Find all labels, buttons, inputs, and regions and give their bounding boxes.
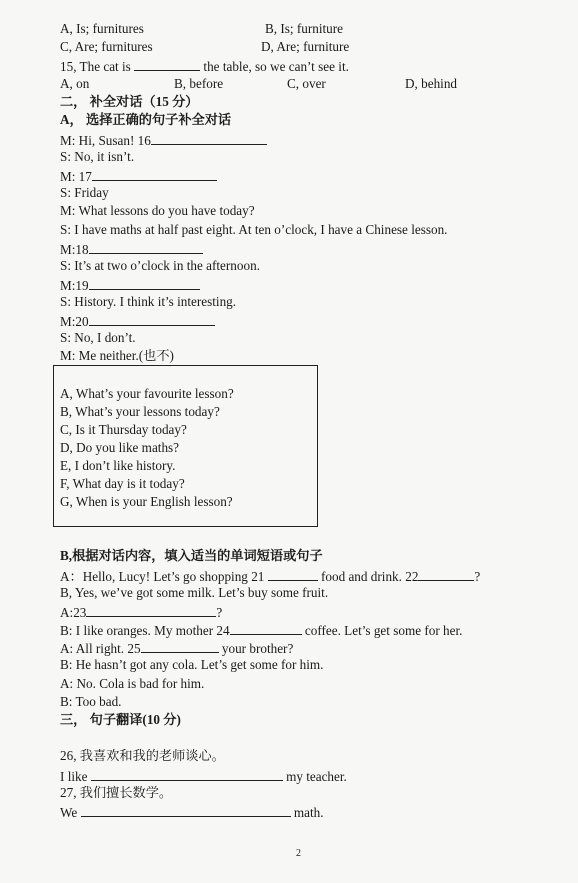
blank-24[interactable] bbox=[230, 621, 302, 635]
dialogue-line-17 bbox=[60, 167, 217, 185]
q27-chinese: 27, 我们擅长数学。 bbox=[60, 785, 173, 800]
partB-line-25-text: A: All right. 25 bbox=[60, 641, 141, 656]
blank-26[interactable] bbox=[91, 767, 283, 781]
partB-line-21-text: A：Hello, Lucy! Let’s go shopping 21 bbox=[60, 569, 265, 584]
option-item: A, What’s your favourite lesson? bbox=[60, 386, 234, 401]
dialogue-line-19-text: M:19 bbox=[60, 278, 89, 293]
dialogue-line-18 bbox=[60, 240, 203, 258]
dialogue-line-16 bbox=[60, 131, 267, 149]
blank-17[interactable] bbox=[92, 167, 217, 181]
partB-line-21-22 bbox=[60, 567, 480, 585]
blank-16[interactable] bbox=[151, 131, 267, 145]
partB-line-25-end: your brother? bbox=[221, 641, 294, 656]
partB-line: A: No. Cola is bad for him. bbox=[60, 676, 205, 691]
q15-option-b: B, before bbox=[174, 76, 224, 91]
section3-title: 三， 句子翻译(10 分) bbox=[60, 712, 181, 727]
dialogue-line-20 bbox=[60, 312, 215, 330]
dialogue-line-18-text: M:18 bbox=[60, 242, 89, 257]
option-item: E, I don’t like history. bbox=[60, 458, 176, 473]
dialogue-line-16-text: M: Hi, Susan! 16 bbox=[60, 133, 151, 148]
dialogue-line: S: It’s at two o’clock in the afternoon. bbox=[60, 258, 260, 273]
dialogue-line-17-text: M: 17 bbox=[60, 169, 92, 184]
blank-20[interactable] bbox=[89, 312, 215, 326]
q14-option-c: C, Are; furnitures bbox=[60, 39, 153, 54]
q15-stem-start: 15, The cat is bbox=[60, 59, 131, 74]
blank-23[interactable] bbox=[86, 603, 216, 617]
dialogue-line: S: History. I think it’s interesting. bbox=[60, 294, 237, 309]
section2-partA-title: A， 选择正确的句子补全对话 bbox=[60, 112, 232, 127]
dialogue-line: S: I have maths at half past eight. At ten o’clock, I have a Chinese lesson. bbox=[60, 222, 448, 237]
q15-blank[interactable] bbox=[134, 57, 200, 71]
dialogue-line: S: No, it isn’t. bbox=[60, 149, 135, 164]
blank-22[interactable] bbox=[418, 567, 474, 581]
q27-line bbox=[60, 803, 324, 821]
q26-start: I like bbox=[60, 769, 88, 784]
option-item: C, Is it Thursday today? bbox=[60, 422, 187, 437]
partB-line-23-text: A:23 bbox=[60, 605, 87, 620]
dialogue-line: M: What lessons do you have today? bbox=[60, 203, 255, 218]
q26-line bbox=[60, 767, 347, 785]
dialogue-line-20-text: M:20 bbox=[60, 314, 89, 329]
section2-partB-title: B,根据对话内容，填入适当的单词短语或句子 bbox=[60, 548, 323, 563]
q27-end: math. bbox=[293, 805, 324, 820]
question-mark: ? bbox=[474, 569, 481, 584]
q15-option-a: A, on bbox=[60, 76, 90, 91]
partB-line-24-end: coffee. Let’s get some for her. bbox=[304, 623, 463, 638]
partB-line-24-text: B: I like oranges. My mother 24 bbox=[60, 623, 230, 638]
partB-line-22-text: food and drink. 22 bbox=[320, 569, 419, 584]
option-item: B, What’s your lessons today? bbox=[60, 404, 220, 419]
dialogue-line: S: No, I don’t. bbox=[60, 330, 136, 345]
q14-option-a: A, Is; furnitures bbox=[60, 21, 144, 36]
blank-21[interactable] bbox=[268, 567, 318, 581]
partB-line: B: Too bad. bbox=[60, 694, 122, 709]
q26-end: my teacher. bbox=[286, 769, 347, 784]
partB-line-24 bbox=[60, 621, 462, 639]
q15-option-d: D, behind bbox=[405, 76, 458, 91]
blank-19[interactable] bbox=[89, 276, 200, 290]
section2-title: 二， 补全对话（15 分） bbox=[60, 94, 199, 109]
partB-line: B, Yes, we’ve got some milk. Let’s buy some fruit. bbox=[60, 585, 329, 600]
q14-option-b: B, Is; furniture bbox=[265, 21, 344, 36]
dialogue-line-19 bbox=[60, 276, 200, 294]
q14-option-d: D, Are; furniture bbox=[261, 39, 350, 54]
q27-start: We bbox=[60, 805, 78, 820]
q15-stem bbox=[60, 57, 349, 75]
option-item: G, When is your English lesson? bbox=[60, 494, 233, 509]
dialogue-line: M: Me neither.(也不) bbox=[60, 348, 174, 363]
dialogue-line: S: Friday bbox=[60, 185, 109, 200]
q15-option-c: C, over bbox=[287, 76, 326, 91]
option-item: D, Do you like maths? bbox=[60, 440, 180, 455]
page-number: 2 bbox=[296, 848, 301, 859]
question-mark: ? bbox=[216, 605, 223, 620]
blank-27[interactable] bbox=[81, 803, 291, 817]
partB-line-25 bbox=[60, 639, 293, 657]
q15-stem-end: the table, so we can’t see it. bbox=[203, 59, 349, 74]
blank-25[interactable] bbox=[141, 639, 219, 653]
blank-18[interactable] bbox=[89, 240, 203, 254]
option-item: F, What day is it today? bbox=[60, 476, 185, 491]
partB-line: B: He hasn’t got any cola. Let’s get some for him. bbox=[60, 657, 324, 672]
q26-chinese: 26, 我喜欢和我的老师谈心。 bbox=[60, 748, 225, 763]
partB-line-23 bbox=[60, 603, 222, 621]
